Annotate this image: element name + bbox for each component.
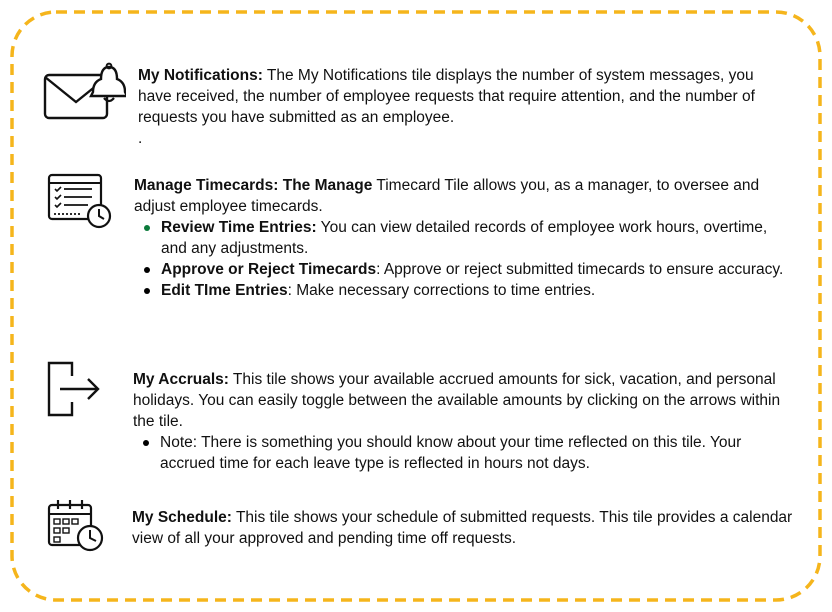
bullet-text: Note: There is something you should know about your time reflected on this tile. Your accrued time for each leave type is reflected in hours not days. <box>160 434 742 472</box>
calendar-clock-icon <box>46 498 106 554</box>
accruals-text <box>133 369 793 474</box>
bullet-title: Approve or Reject Timecards <box>161 261 377 278</box>
bullet-text: : Make necessary corrections to time entries. <box>287 282 596 299</box>
bullet-title: Edit TIme Entries <box>161 282 288 299</box>
notifications-body: The My Notifications tile displays the number of system messages, you have received, the number of employee requests that require attention, and the number of requests you have submitted as an employee. <box>138 67 755 126</box>
notifications-extra: . <box>138 130 143 147</box>
list-item <box>134 259 794 280</box>
list-item <box>134 217 794 259</box>
timecards-body: Timecard Tile allows you, as a manager, to oversee and adjust employee timecards. <box>134 177 760 215</box>
timecards-text <box>134 175 794 301</box>
timecard-clock-icon <box>46 172 114 230</box>
exit-arrow-icon <box>46 360 102 418</box>
list-item <box>134 280 794 301</box>
notifications-title: My Notifications: <box>138 67 263 84</box>
timecards-title: Manage Timecards: The Manage <box>134 177 373 194</box>
list-item <box>133 432 793 474</box>
accruals-title: My Accruals: <box>133 371 229 388</box>
schedule-text <box>132 507 802 549</box>
timecards-bullet-list <box>134 217 794 301</box>
notifications-text <box>138 65 788 149</box>
accruals-body: This tile shows your available accrued amounts for sick, vacation, and personal holidays. You can easily toggle between the available amounts by clicking on the arrows within the tile. <box>133 371 781 430</box>
bullet-text: : Approve or reject submitted timecards to ensure accuracy. <box>376 261 784 278</box>
bullet-text: You can view detailed records of employee work hours, overtime, and any adjustments. <box>161 219 768 257</box>
schedule-title: My Schedule: <box>132 509 232 526</box>
envelope-bell-icon <box>42 62 126 124</box>
schedule-body: This tile shows your schedule of submitted requests. This tile provides a calendar view of all your approved and pending time off requests. <box>132 509 793 547</box>
bullet-title: Review Time Entries: <box>161 219 317 236</box>
accruals-bullet-list <box>133 432 793 474</box>
